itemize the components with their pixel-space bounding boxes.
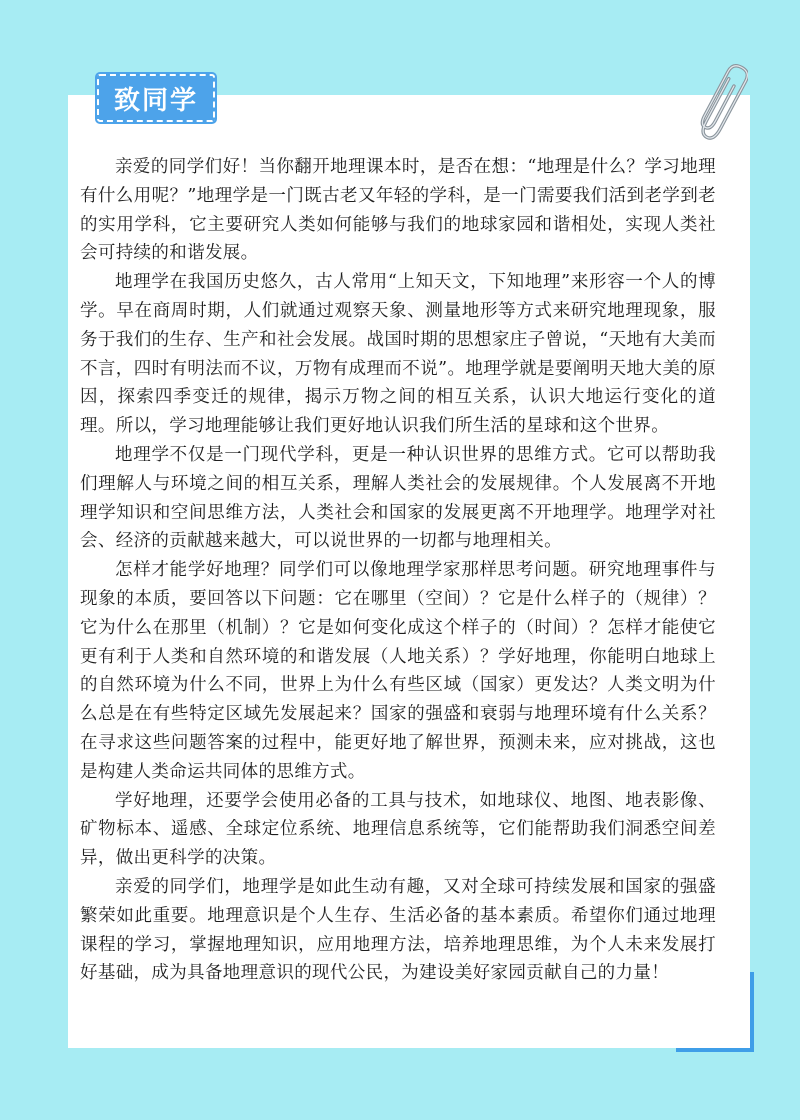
paragraph: 亲爱的同学们好！当你翻开地理课本时，是否在想：“地理是什么？学习地理有什么用呢？”地理学是一门既古老又年轻的学科，是一门需要我们活到老学到老的实用学科，它主要研究人类如何能够与我们的地球家园和谐相处，实现人类社会可持续的和谐发展。 (80, 157, 716, 264)
paragraph: 怎样才能学好地理？同学们可以像地理学家那样思考问题。研究地理事件与现象的本质，要回答以下问题：它在哪里（空间）？它是什么样子的（规律）？它为什么在那里（机制）？它是如何变化成这个样子的（时间）？怎样才能使它更有利于人类和自然环境的和谐发展（人地关系）？学好地理，你能明白地球上的自然环境为什么不同，世界上为什么有些区域（国家）更发达？人类文明为什么总是在有些特定区域先发展起来？国家的强盛和衰弱与地理环境有什么关系？在寻求这些问题答案的过程中，能更好地了解世界，预测未来，应对挑战，这也是构建人类命运共同体的思维方式。 (80, 560, 716, 782)
paragraph: 学好地理，还要学会使用必备的工具与技术，如地球仪、地图、地表影像、矿物标本、遥感、全球定位系统、地理信息系统等，它们能帮助我们洞悉空间差异，做出更科学的决策。 (80, 790, 716, 869)
paragraph: 地理学不仅是一门现代学科，更是一种认识世界的思维方式。它可以帮助我们理解人与环境之间的相互关系，理解人类社会的发展规律。个人发展离不开地理学知识和空间思维方法，人类社会和国家的发展更离不开地理学。地理学对社会、经济的贡献越来越大，可以说世界的一切都与地理相关。 (80, 444, 716, 552)
paragraph: 亲爱的同学们，地理学是如此生动有趣，又对全球可持续发展和国家的强盛繁荣如此重要。地理意识是个人生存、生活必备的基本素质。希望你们通过地理课程的学习，掌握地理知识，应用地理方法，培养地理思维，为个人未来发展打好基础，成为具备地理意识的现代公民，为建设美好家园贡献自己的力量！ (80, 876, 716, 984)
title-tab (97, 74, 215, 122)
paperclip-icon (692, 60, 748, 156)
page-title: 致同学 (113, 85, 198, 116)
letter-body (80, 153, 716, 988)
paragraph: 地理学在我国历史悠久，古人常用“上知天文，下知地理”来形容一个人的博学。早在商周时期，人们就通过观察天象、测量地形等方式来研究地理现象，服务于我们的生存、生产和社会发展。战国时期的思想家庄子曾说，“天地有大美而不言，四时有明法而不议，万物有成理而不说”。地理学就是要阐明天地大美的原因，探索四季变迁的规律，揭示万物之间的相互关系，认识大地运行变化的道理。所以，学习地理能够让我们更好地认识我们所生活的星球和这个世界。 (80, 272, 716, 437)
